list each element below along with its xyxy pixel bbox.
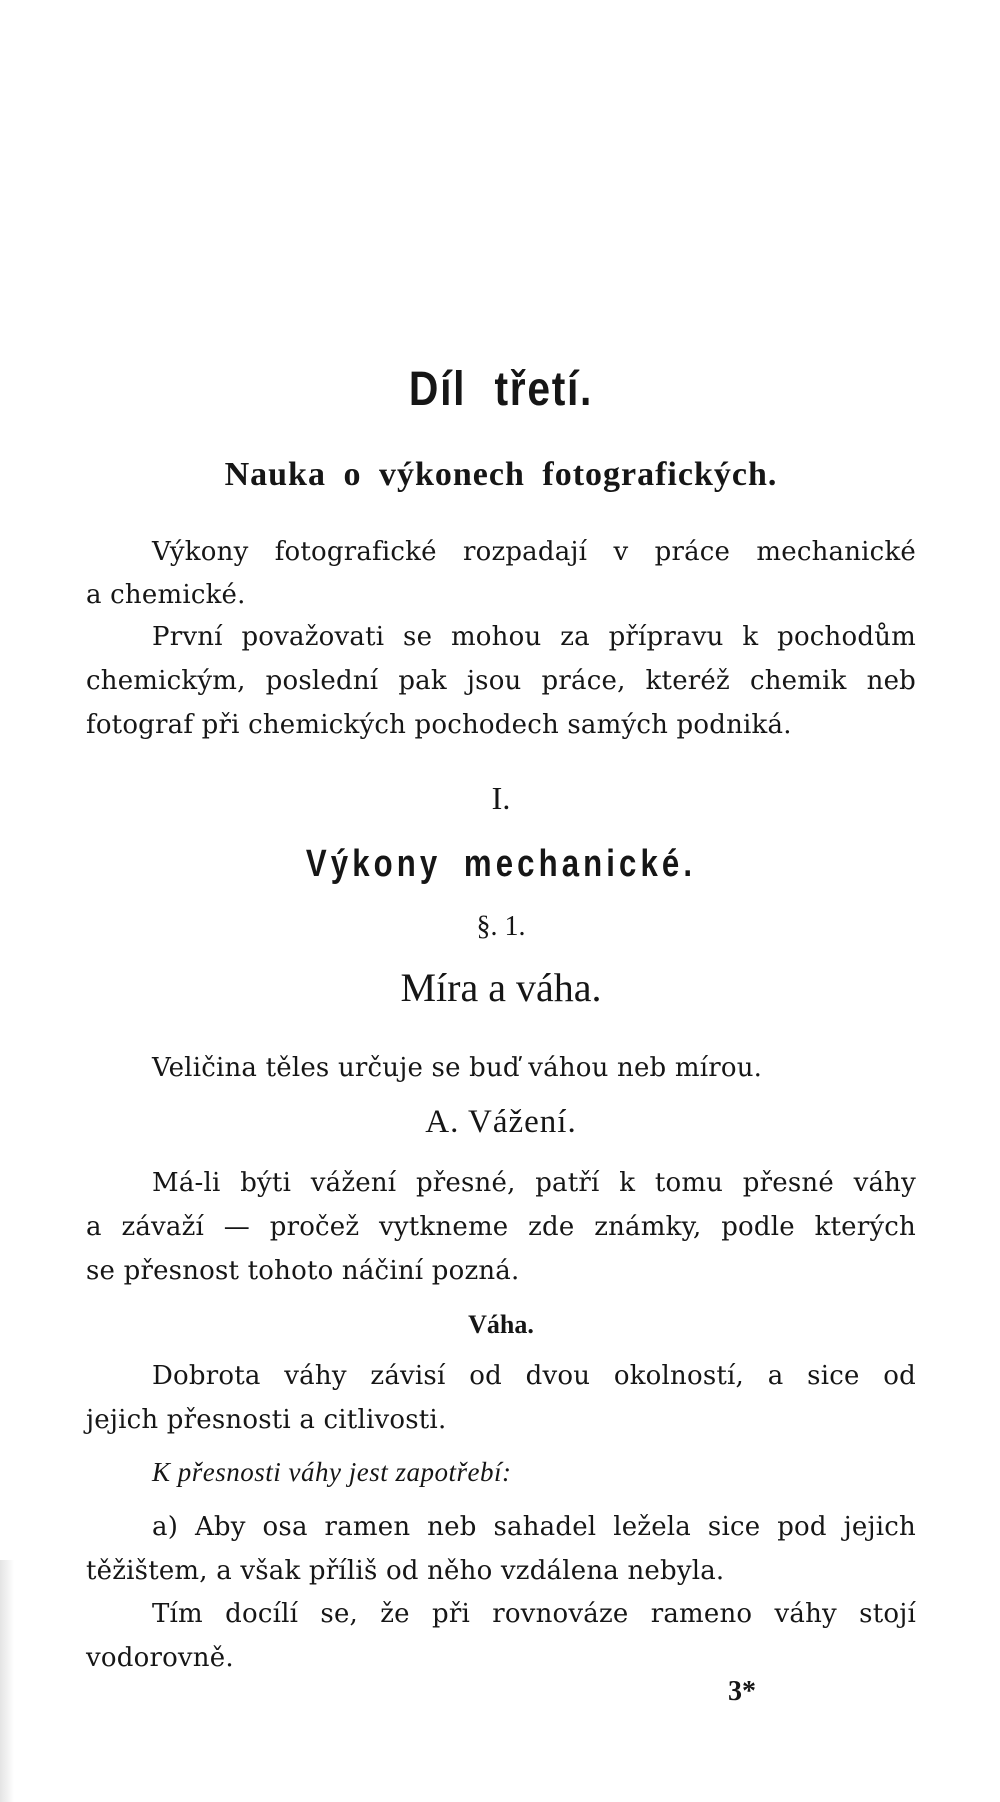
- section-number: I.: [491, 780, 511, 816]
- intro-line-5: fotograf při chemických pochodech samých podniká.: [86, 710, 792, 740]
- intro-line-3: První považovati se mohou za přípravu k pochodům: [152, 622, 916, 652]
- paragraph-number: §. 1.: [476, 911, 526, 942]
- intro-line-1: Výkony fotografické rozpadají v práce mechanické: [152, 537, 916, 567]
- precision-heading: K přesnosti váhy jest zapotřebí:: [152, 1457, 512, 1487]
- quality-line-2: jejich přesnosti a citlivosti.: [86, 1405, 447, 1435]
- result-line-1: Tím docílí se, že při rovnováze rameno váhy stojí: [152, 1599, 916, 1629]
- signature-mark: 3*: [728, 1676, 756, 1707]
- section-title: Výkony mechanické.: [305, 843, 697, 885]
- weighing-line-2: a závaží — pročež vytkneme zde známky, podle kterých: [86, 1212, 916, 1242]
- subsection-a-title: A. Vážení.: [425, 1104, 577, 1140]
- item-a-line-1: a) Aby osa ramen neb sahadel ležela sice pod jejich: [152, 1512, 916, 1542]
- intro-line-2: a chemické.: [86, 580, 246, 610]
- weighing-line-1: Má-li býti vážení přesné, patří k tomu přesné váhy: [152, 1168, 916, 1198]
- item-a-line-2: těžištem, a však příliš od něho vzdálena nebyla.: [86, 1556, 725, 1586]
- result-line-2: vodorovně.: [86, 1643, 234, 1673]
- paragraph-title: Míra a váha.: [400, 965, 602, 1010]
- quality-line-1: Dobrota váhy závisí od dvou okolností, a sice od: [152, 1361, 916, 1391]
- part-subtitle: Nauka o výkonech fotografických.: [224, 456, 778, 493]
- vaha-heading: Váha.: [468, 1310, 534, 1339]
- part-title: Díl třetí.: [408, 363, 594, 416]
- page-edge-shadow: [0, 1560, 14, 1802]
- intro-line-4: chemickým, poslední pak jsou práce, kteréž chemik neb: [86, 666, 916, 696]
- lead-sentence: Veličina těles určuje se buď váhou neb mírou.: [152, 1053, 763, 1083]
- weighing-line-3: se přesnost tohoto náčiní pozná.: [86, 1256, 520, 1286]
